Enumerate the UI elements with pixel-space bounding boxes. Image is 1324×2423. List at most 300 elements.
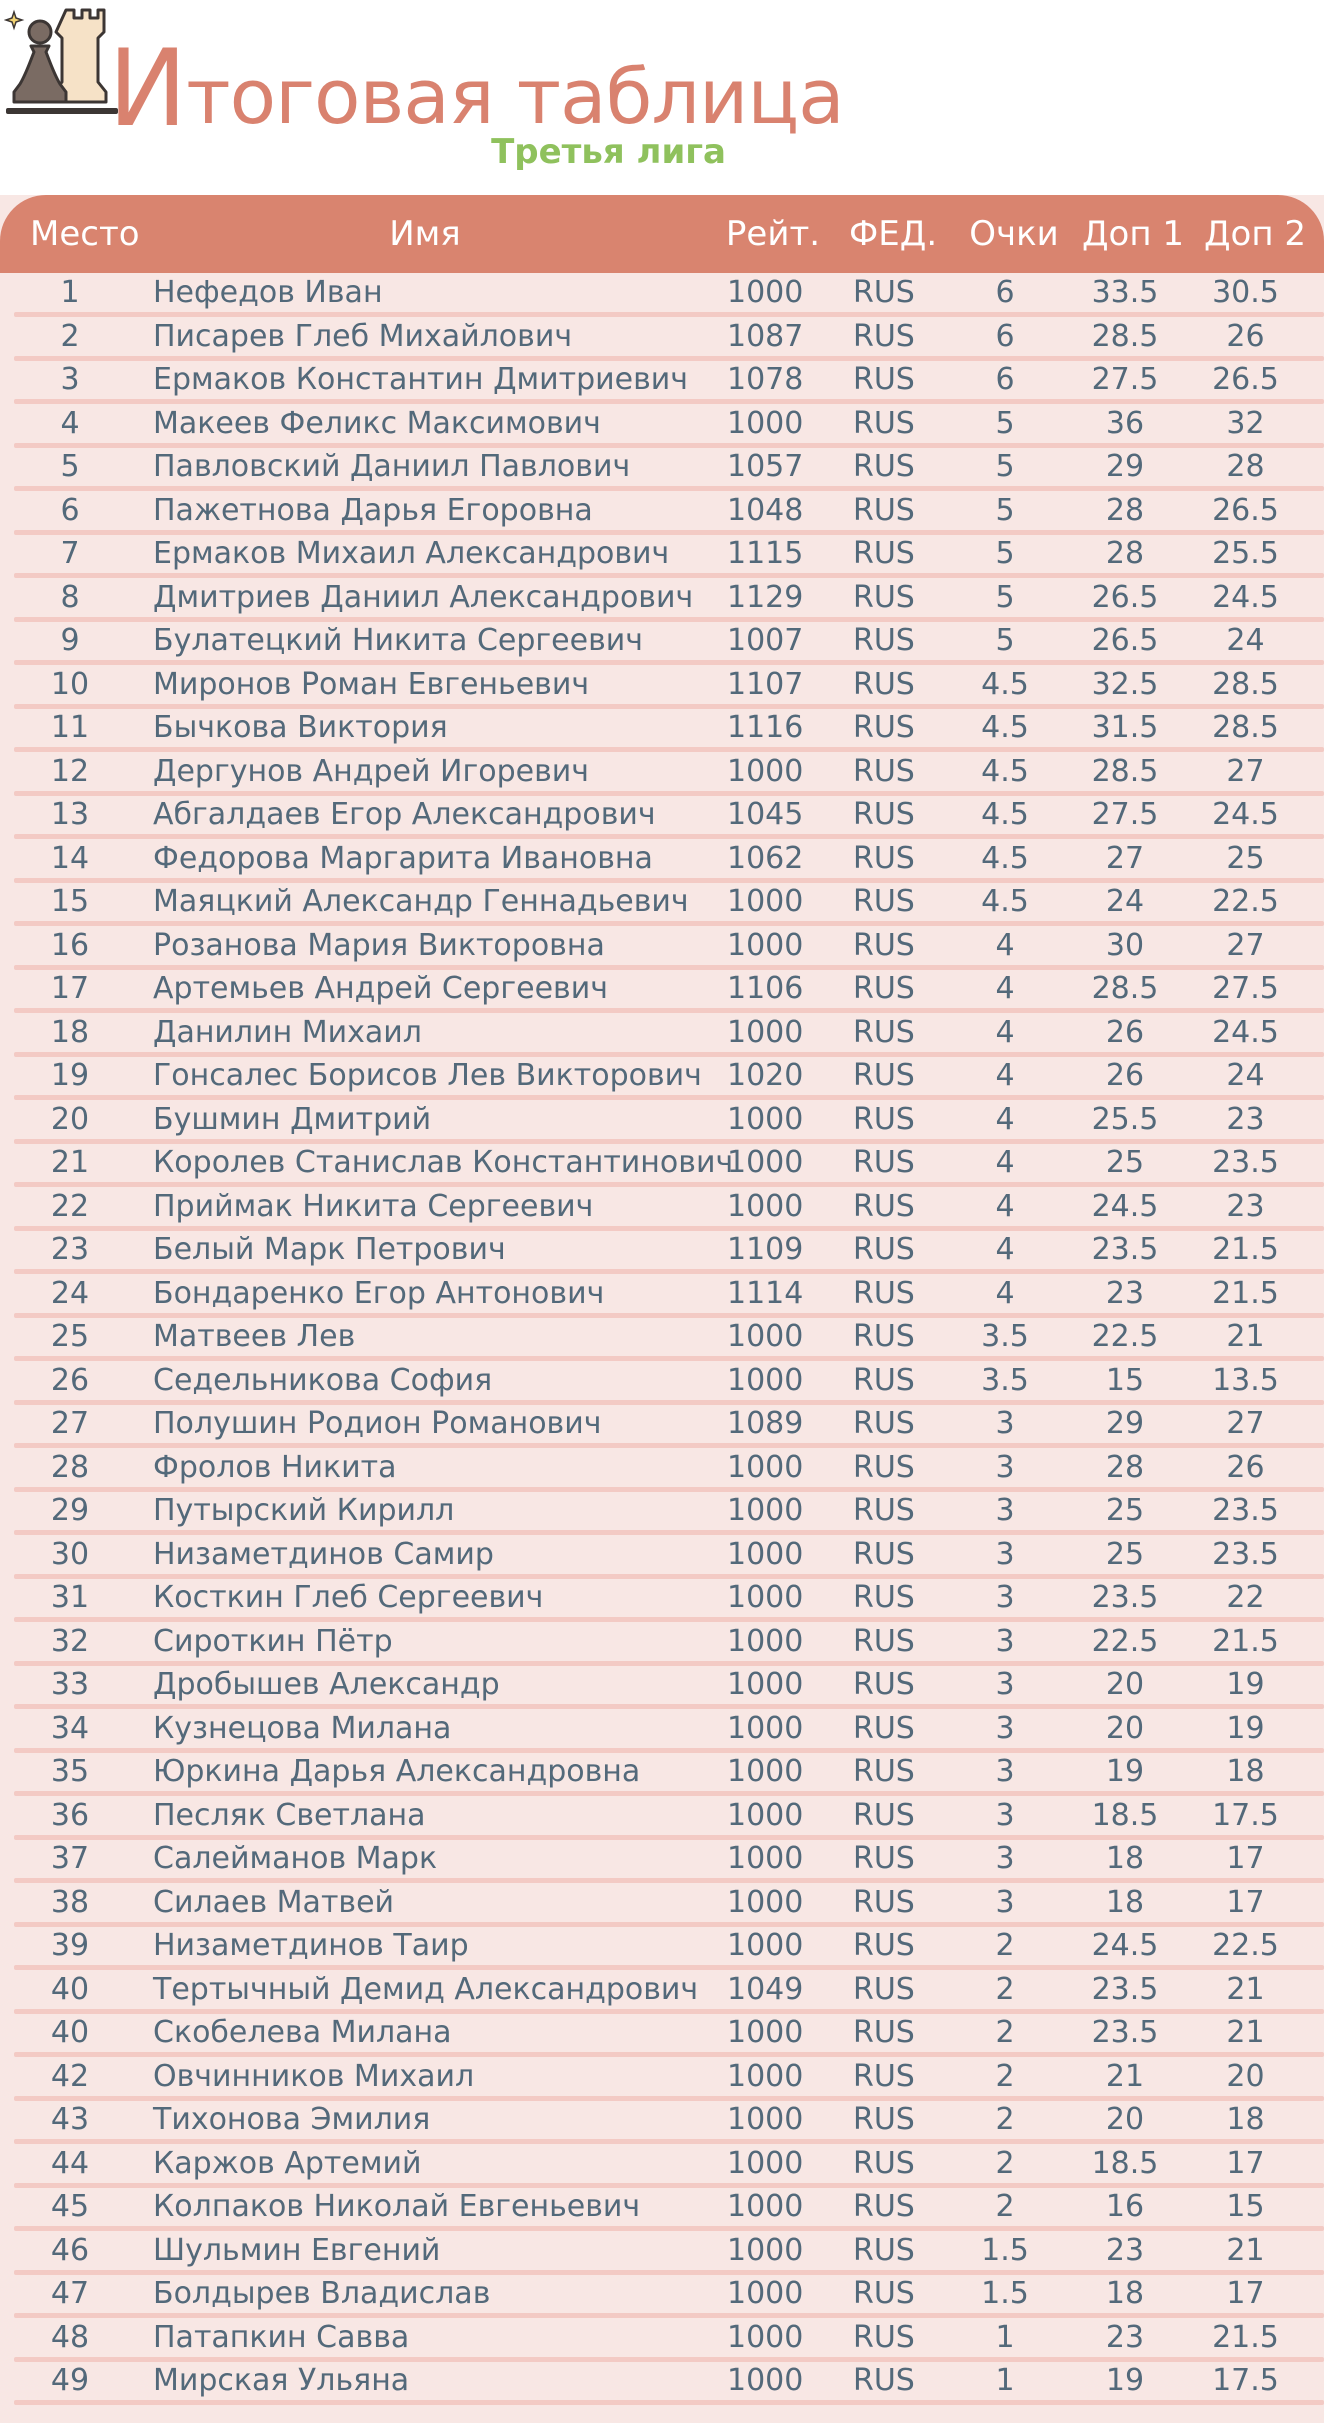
tiebreak-1-cell: 19 — [1105, 2363, 1145, 2398]
table-row — [0, 1448, 1324, 1492]
rating-cell: 1114 — [727, 1275, 804, 1311]
name-cell: Бондаренко Егор Антонович — [153, 1275, 605, 1311]
federation-cell: RUS — [853, 579, 915, 615]
tiebreak-2-cell: 21 — [1226, 2232, 1265, 2268]
place-cell: 34 — [50, 1710, 90, 1746]
place-cell: 45 — [50, 2189, 90, 2224]
title-rest: тоговая таблица — [186, 52, 844, 141]
tiebreak-2-cell: 22 — [1226, 1580, 1265, 1615]
tiebreak-1-cell: 16 — [1105, 2189, 1145, 2224]
table-row — [0, 1709, 1324, 1753]
points-cell: 4 — [995, 1058, 1015, 1093]
place-cell: 43 — [50, 2102, 90, 2137]
name-cell: Данилин Михаил — [153, 1014, 422, 1050]
page-title — [108, 27, 844, 150]
name-cell: Овчинников Михаил — [153, 2058, 475, 2094]
table-row — [0, 2274, 1324, 2318]
tiebreak-1-cell: 30 — [1105, 927, 1145, 963]
place-cell: 36 — [50, 1797, 90, 1833]
federation-cell: RUS — [853, 840, 915, 876]
rating-cell: 1000 — [727, 884, 804, 919]
tiebreak-1-cell: 27 — [1105, 840, 1145, 876]
tiebreak-2-cell: 21.5 — [1212, 1275, 1279, 1311]
tiebreak-1-cell: 28.5 — [1091, 971, 1159, 1006]
place-cell: 28 — [50, 1449, 90, 1485]
rating-cell: 1129 — [727, 579, 804, 615]
table-row — [0, 1404, 1324, 1448]
column-header-tiebreak-2: Доп 2 — [1203, 214, 1307, 254]
name-cell: Дмитриев Даниил Александрович — [153, 579, 694, 615]
tiebreak-1-cell: 18.5 — [1091, 1797, 1159, 1833]
rating-cell: 1087 — [727, 318, 804, 354]
federation-cell: RUS — [853, 2102, 915, 2137]
federation-cell: RUS — [853, 884, 915, 919]
table-row — [0, 969, 1324, 1013]
tiebreak-2-cell: 21 — [1226, 1319, 1265, 1354]
tiebreak-1-cell: 18 — [1105, 1841, 1145, 1876]
table-row — [0, 491, 1324, 535]
points-cell: 5 — [995, 579, 1015, 615]
place-cell: 49 — [50, 2363, 90, 2398]
points-cell: 2 — [995, 1971, 1015, 2007]
rating-cell: 1000 — [727, 1667, 804, 1702]
rating-cell: 1000 — [727, 1014, 804, 1050]
tiebreak-1-cell: 22.5 — [1091, 1319, 1159, 1354]
rating-cell: 1000 — [727, 2015, 804, 2050]
place-cell: 33 — [50, 1667, 90, 1702]
rating-cell: 1000 — [727, 2363, 804, 2398]
tiebreak-1-cell: 28 — [1105, 1449, 1145, 1485]
place-cell: 20 — [50, 1101, 90, 1137]
tiebreak-2-cell: 24.5 — [1212, 1014, 1279, 1050]
tiebreak-1-cell: 18 — [1105, 2276, 1145, 2311]
federation-cell: RUS — [853, 797, 915, 832]
tiebreak-1-cell: 25 — [1105, 1536, 1145, 1572]
tiebreak-2-cell: 17 — [1226, 1841, 1265, 1876]
tiebreak-1-cell: 23.5 — [1091, 1971, 1159, 2007]
points-cell: 4.5 — [981, 884, 1029, 919]
name-cell: Королев Станислав Константинович — [153, 1145, 734, 1180]
tiebreak-2-cell: 19 — [1226, 1667, 1265, 1702]
points-cell: 3 — [995, 1754, 1015, 1789]
table-row — [0, 534, 1324, 578]
federation-cell: RUS — [853, 1449, 915, 1485]
points-cell: 3 — [995, 1884, 1015, 1920]
table-row — [0, 2100, 1324, 2144]
name-cell: Федорова Маргарита Ивановна — [153, 840, 653, 876]
name-cell: Патапкин Савва — [153, 2319, 410, 2355]
points-cell: 4.5 — [981, 666, 1029, 702]
tiebreak-2-cell: 27 — [1226, 1406, 1265, 1441]
table-row — [0, 1230, 1324, 1274]
table-row — [0, 1361, 1324, 1405]
points-cell: 2 — [995, 2015, 1015, 2050]
table-row — [0, 708, 1324, 752]
name-cell: Матвеев Лев — [153, 1319, 356, 1354]
place-cell: 5 — [60, 449, 80, 484]
tiebreak-2-cell: 18 — [1226, 2102, 1265, 2137]
name-cell: Сироткин Пётр — [153, 1623, 393, 1659]
place-cell: 21 — [50, 1145, 90, 1180]
place-cell: 13 — [50, 797, 90, 832]
federation-cell: RUS — [853, 1362, 915, 1398]
rating-cell: 1109 — [727, 1232, 804, 1267]
tiebreak-2-cell: 27 — [1226, 927, 1265, 963]
table-row — [0, 2318, 1324, 2362]
federation-cell: RUS — [853, 1884, 915, 1920]
table-row — [0, 273, 1324, 317]
federation-cell: RUS — [853, 2276, 915, 2311]
column-header-points: Очки — [969, 214, 1059, 254]
rating-cell: 1057 — [727, 449, 804, 484]
place-cell: 35 — [50, 1754, 90, 1789]
rating-cell: 1000 — [727, 1493, 804, 1528]
rating-cell: 1000 — [727, 1101, 804, 1137]
tiebreak-2-cell: 28 — [1226, 449, 1265, 484]
tiebreak-1-cell: 24.5 — [1091, 1188, 1159, 1224]
name-cell: Песляк Светлана — [153, 1797, 426, 1833]
federation-cell: RUS — [853, 1188, 915, 1224]
table-row — [0, 2013, 1324, 2057]
tiebreak-1-cell: 20 — [1105, 1667, 1145, 1702]
tiebreak-2-cell: 25.5 — [1212, 536, 1279, 571]
tiebreak-2-cell: 21.5 — [1212, 1623, 1279, 1659]
tiebreak-1-cell: 23 — [1105, 2319, 1145, 2355]
table-row — [0, 1839, 1324, 1883]
federation-cell: RUS — [853, 623, 915, 658]
table-row — [0, 752, 1324, 796]
points-cell: 5 — [995, 492, 1015, 528]
rating-cell: 1000 — [727, 927, 804, 963]
rating-cell: 1000 — [727, 753, 804, 789]
points-cell: 4 — [995, 1014, 1015, 1050]
points-cell: 2 — [995, 2058, 1015, 2094]
tiebreak-2-cell: 28.5 — [1212, 710, 1279, 745]
tiebreak-1-cell: 26.5 — [1091, 623, 1159, 658]
place-cell: 40 — [50, 1971, 90, 2007]
tiebreak-2-cell: 27 — [1226, 753, 1265, 789]
points-cell: 5 — [995, 623, 1015, 658]
federation-cell: RUS — [853, 1058, 915, 1093]
points-cell: 4 — [995, 971, 1015, 1006]
points-cell: 6 — [995, 318, 1015, 354]
table-row — [0, 360, 1324, 404]
federation-cell: RUS — [853, 2319, 915, 2355]
rating-cell: 1000 — [727, 1754, 804, 1789]
place-cell: 47 — [50, 2276, 90, 2311]
table-row — [0, 1100, 1324, 1144]
tiebreak-1-cell: 28 — [1105, 492, 1145, 528]
table-row — [0, 1317, 1324, 1361]
rating-cell: 1020 — [727, 1058, 804, 1093]
rating-cell: 1049 — [727, 1971, 804, 2007]
column-header-place: Место — [30, 214, 140, 254]
tiebreak-2-cell: 26 — [1226, 318, 1265, 354]
tiebreak-1-cell: 29 — [1105, 1406, 1145, 1441]
federation-cell: RUS — [853, 1406, 915, 1441]
points-cell: 3.5 — [981, 1362, 1029, 1398]
tiebreak-2-cell: 17 — [1226, 2145, 1265, 2181]
name-cell: Розанова Мария Викторовна — [153, 927, 605, 963]
points-cell: 3 — [995, 1449, 1015, 1485]
tiebreak-1-cell: 32.5 — [1091, 666, 1159, 702]
rating-cell: 1116 — [727, 710, 804, 745]
rating-cell: 1089 — [727, 1406, 804, 1441]
federation-cell: RUS — [853, 2363, 915, 2398]
tiebreak-1-cell: 19 — [1105, 1754, 1145, 1789]
federation-cell: RUS — [853, 1928, 915, 1963]
place-cell: 40 — [50, 2015, 90, 2050]
place-cell: 39 — [50, 1928, 90, 1963]
place-cell: 3 — [60, 362, 80, 397]
points-cell: 3 — [995, 1841, 1015, 1876]
place-cell: 37 — [50, 1841, 90, 1876]
place-cell: 44 — [50, 2145, 90, 2181]
points-cell: 4 — [995, 1275, 1015, 1311]
federation-cell: RUS — [853, 1710, 915, 1746]
tiebreak-1-cell: 36 — [1105, 405, 1145, 441]
rating-cell: 1045 — [727, 797, 804, 832]
place-cell: 10 — [50, 666, 90, 702]
table-row — [0, 578, 1324, 622]
tiebreak-2-cell: 23.5 — [1212, 1493, 1279, 1528]
rating-cell: 1000 — [727, 2276, 804, 2311]
name-cell: Шульмин Евгений — [153, 2232, 441, 2268]
place-cell: 7 — [60, 536, 80, 571]
table-row — [0, 665, 1324, 709]
tiebreak-2-cell: 26 — [1226, 1449, 1265, 1485]
federation-cell: RUS — [853, 2189, 915, 2224]
tiebreak-2-cell: 26.5 — [1212, 362, 1279, 397]
rating-cell: 1000 — [727, 1362, 804, 1398]
tiebreak-1-cell: 21 — [1105, 2058, 1145, 2094]
table-row — [0, 1622, 1324, 1666]
place-cell: 25 — [50, 1319, 90, 1354]
table-row — [0, 1274, 1324, 1318]
tiebreak-2-cell: 21.5 — [1212, 2319, 1279, 2355]
standings-table — [0, 195, 1324, 2423]
tiebreak-2-cell: 28.5 — [1212, 666, 1279, 702]
points-cell: 4.5 — [981, 840, 1029, 876]
tiebreak-2-cell: 24 — [1226, 623, 1265, 658]
federation-cell: RUS — [853, 927, 915, 963]
points-cell: 4 — [995, 927, 1015, 963]
federation-cell: RUS — [853, 666, 915, 702]
tiebreak-1-cell: 28 — [1105, 536, 1145, 571]
federation-cell: RUS — [853, 536, 915, 571]
points-cell: 1.5 — [981, 2276, 1029, 2311]
federation-cell: RUS — [853, 710, 915, 745]
table-row — [0, 1535, 1324, 1579]
tiebreak-2-cell: 22.5 — [1212, 884, 1279, 919]
rating-cell: 1000 — [727, 2189, 804, 2224]
tiebreak-2-cell: 22.5 — [1212, 1928, 1279, 1963]
rating-cell: 1000 — [727, 1449, 804, 1485]
tiebreak-1-cell: 15 — [1105, 1362, 1145, 1398]
federation-cell: RUS — [853, 971, 915, 1006]
name-cell: Болдырев Владислав — [153, 2276, 491, 2311]
points-cell: 2 — [995, 2145, 1015, 2181]
tiebreak-2-cell: 23.5 — [1212, 1536, 1279, 1572]
tiebreak-2-cell: 32 — [1226, 405, 1265, 441]
points-cell: 5 — [995, 536, 1015, 571]
rating-cell: 1000 — [727, 2058, 804, 2094]
points-cell: 3 — [995, 1623, 1015, 1659]
rating-cell: 1000 — [727, 2232, 804, 2268]
tiebreak-2-cell: 17 — [1226, 1884, 1265, 1920]
column-header-tiebreak-1: Доп 1 — [1081, 214, 1185, 254]
name-cell: Бычкова Виктория — [153, 710, 448, 745]
federation-cell: RUS — [853, 275, 915, 310]
points-cell: 2 — [995, 2102, 1015, 2137]
rating-cell: 1000 — [727, 1536, 804, 1572]
rating-cell: 1000 — [727, 1623, 804, 1659]
table-row — [0, 795, 1324, 839]
tiebreak-2-cell: 17.5 — [1212, 2363, 1279, 2398]
name-cell: Маяцкий Александр Геннадьевич — [153, 884, 689, 919]
tiebreak-2-cell: 24 — [1226, 1058, 1265, 1093]
place-cell: 29 — [50, 1493, 90, 1528]
points-cell: 5 — [995, 449, 1015, 484]
name-cell: Гонсалес Борисов Лев Викторович — [153, 1058, 702, 1093]
name-cell: Артемьев Андрей Сергеевич — [153, 971, 608, 1006]
rating-cell: 1000 — [727, 2145, 804, 2181]
name-cell: Пажетнова Дарья Егоровна — [153, 492, 593, 528]
tiebreak-2-cell: 30.5 — [1212, 275, 1279, 310]
tiebreak-1-cell: 28.5 — [1091, 753, 1159, 789]
tiebreak-1-cell: 28.5 — [1091, 318, 1159, 354]
tiebreak-2-cell: 21.5 — [1212, 1232, 1279, 1267]
rating-cell: 1048 — [727, 492, 804, 528]
place-cell: 4 — [60, 405, 80, 441]
place-cell: 17 — [50, 971, 90, 1006]
points-cell: 1 — [995, 2363, 1015, 2398]
title-first-letter: И — [108, 27, 187, 150]
federation-cell: RUS — [853, 405, 915, 441]
name-cell: Полушин Родион Романович — [153, 1406, 602, 1441]
name-cell: Дробышев Александр — [153, 1667, 500, 1702]
page-header — [0, 0, 1324, 195]
tiebreak-2-cell: 17 — [1226, 2276, 1265, 2311]
rating-cell: 1000 — [727, 405, 804, 441]
name-cell: Салейманов Марк — [153, 1841, 438, 1876]
federation-cell: RUS — [853, 449, 915, 484]
place-cell: 24 — [50, 1275, 90, 1311]
federation-cell: RUS — [853, 318, 915, 354]
table-row — [0, 1752, 1324, 1796]
table-row — [0, 1883, 1324, 1927]
table-row — [0, 926, 1324, 970]
table-row — [0, 2187, 1324, 2231]
federation-cell: RUS — [853, 1232, 915, 1267]
table-row — [0, 1056, 1324, 1100]
rating-cell: 1000 — [727, 1928, 804, 1963]
table-row — [0, 839, 1324, 883]
tiebreak-2-cell: 17.5 — [1212, 1797, 1279, 1833]
column-header-federation: ФЕД. — [849, 214, 938, 254]
tiebreak-1-cell: 24.5 — [1091, 1928, 1159, 1963]
rating-cell: 1007 — [727, 623, 804, 658]
tiebreak-2-cell: 24.5 — [1212, 579, 1279, 615]
tiebreak-1-cell: 25 — [1105, 1145, 1145, 1180]
table-row — [0, 2231, 1324, 2275]
federation-cell: RUS — [853, 1667, 915, 1702]
tiebreak-1-cell: 33.5 — [1091, 275, 1159, 310]
place-cell: 18 — [50, 1014, 90, 1050]
table-row — [0, 1796, 1324, 1840]
tiebreak-2-cell: 24.5 — [1212, 797, 1279, 832]
name-cell: Тертычный Демид Александрович — [153, 1971, 699, 2007]
federation-cell: RUS — [853, 1145, 915, 1180]
tiebreak-2-cell: 21 — [1226, 1971, 1265, 2007]
rating-cell: 1000 — [727, 1145, 804, 1180]
points-cell: 4.5 — [981, 797, 1029, 832]
tiebreak-1-cell: 23 — [1105, 2232, 1145, 2268]
table-row — [0, 1013, 1324, 1057]
place-cell: 6 — [60, 492, 80, 528]
place-cell: 14 — [50, 840, 90, 876]
name-cell: Миронов Роман Евгеньевич — [153, 666, 590, 702]
table-row — [0, 621, 1324, 665]
rating-cell: 1000 — [727, 1797, 804, 1833]
name-cell: Дергунов Андрей Игоревич — [153, 753, 590, 789]
tiebreak-1-cell: 22.5 — [1091, 1623, 1159, 1659]
points-cell: 3 — [995, 1710, 1015, 1746]
place-cell: 12 — [50, 753, 90, 789]
federation-cell: RUS — [853, 1536, 915, 1572]
table-row — [0, 1665, 1324, 1709]
place-cell: 32 — [50, 1623, 90, 1659]
table-row — [0, 1187, 1324, 1231]
tiebreak-1-cell: 27.5 — [1091, 362, 1159, 397]
points-cell: 4.5 — [981, 710, 1029, 745]
points-cell: 3 — [995, 1580, 1015, 1615]
table-row — [0, 404, 1324, 448]
tiebreak-2-cell: 19 — [1226, 1710, 1265, 1746]
tiebreak-2-cell: 13.5 — [1212, 1362, 1279, 1398]
tiebreak-1-cell: 23.5 — [1091, 2015, 1159, 2050]
name-cell: Белый Марк Петрович — [153, 1232, 506, 1267]
place-cell: 9 — [60, 623, 80, 658]
name-cell: Низаметдинов Самир — [153, 1536, 494, 1572]
place-cell: 38 — [50, 1884, 90, 1920]
federation-cell: RUS — [853, 2145, 915, 2181]
name-cell: Кузнецова Милана — [153, 1710, 452, 1746]
table-row — [0, 2057, 1324, 2101]
place-cell: 30 — [50, 1536, 90, 1572]
rating-cell: 1000 — [727, 1710, 804, 1746]
tiebreak-1-cell: 27.5 — [1091, 797, 1159, 832]
points-cell: 3 — [995, 1797, 1015, 1833]
federation-cell: RUS — [853, 1754, 915, 1789]
tiebreak-2-cell: 15 — [1226, 2189, 1265, 2224]
tiebreak-1-cell: 24 — [1105, 884, 1145, 919]
federation-cell: RUS — [853, 1275, 915, 1311]
name-cell: Булатецкий Никита Сергеевич — [153, 623, 643, 658]
rating-cell: 1000 — [727, 1319, 804, 1354]
place-cell: 1 — [60, 275, 80, 310]
name-cell: Бушмин Дмитрий — [153, 1101, 432, 1137]
table-row — [0, 1970, 1324, 2014]
place-cell: 27 — [50, 1406, 90, 1441]
place-cell: 19 — [50, 1058, 90, 1093]
table-row — [0, 317, 1324, 361]
federation-cell: RUS — [853, 1101, 915, 1137]
federation-cell: RUS — [853, 1971, 915, 2007]
chess-pawn-rook-icon — [4, 4, 120, 120]
federation-cell: RUS — [853, 753, 915, 789]
points-cell: 2 — [995, 1928, 1015, 1963]
